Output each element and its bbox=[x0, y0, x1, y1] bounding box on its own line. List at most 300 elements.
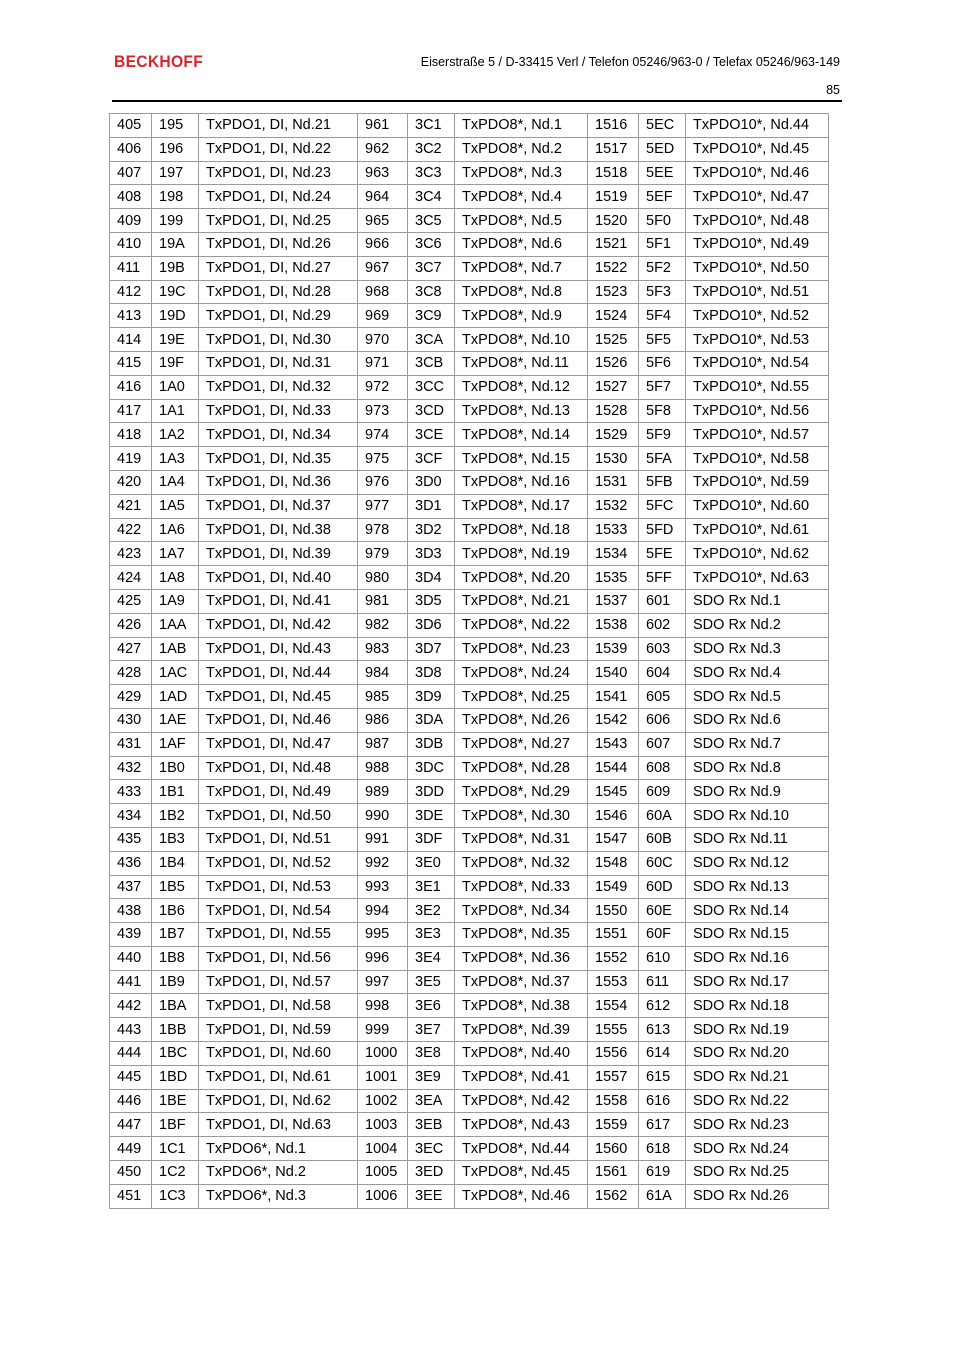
table-cell: 1004 bbox=[358, 1137, 408, 1161]
table-cell: 986 bbox=[358, 708, 408, 732]
table-cell: 196 bbox=[152, 137, 199, 161]
table-cell: 988 bbox=[358, 756, 408, 780]
table-cell: 421 bbox=[110, 494, 152, 518]
table-cell: TxPDO1, DI, Nd.21 bbox=[199, 114, 358, 138]
table-cell: 964 bbox=[358, 185, 408, 209]
table-cell: SDO Rx Nd.9 bbox=[686, 780, 829, 804]
table-cell: TxPDO10*, Nd.44 bbox=[686, 114, 829, 138]
table-row bbox=[110, 328, 829, 352]
table-cell: 3DF bbox=[408, 827, 455, 851]
table-cell: 19F bbox=[152, 351, 199, 375]
table-cell: 991 bbox=[358, 827, 408, 851]
table-cell: 3DE bbox=[408, 804, 455, 828]
table-cell: 5F8 bbox=[639, 399, 686, 423]
table-cell: 973 bbox=[358, 399, 408, 423]
table-cell: TxPDO1, DI, Nd.41 bbox=[199, 589, 358, 613]
table-cell: 987 bbox=[358, 732, 408, 756]
table-cell: TxPDO1, DI, Nd.61 bbox=[199, 1065, 358, 1089]
table-cell: 1516 bbox=[588, 114, 639, 138]
table-cell: 615 bbox=[639, 1065, 686, 1089]
table-cell: 984 bbox=[358, 661, 408, 685]
table-cell: 1006 bbox=[358, 1184, 408, 1208]
table-cell: TxPDO6*, Nd.3 bbox=[199, 1184, 358, 1208]
table-cell: 965 bbox=[358, 209, 408, 233]
table-cell: TxPDO1, DI, Nd.51 bbox=[199, 827, 358, 851]
table-cell: 5EC bbox=[639, 114, 686, 138]
table-cell: TxPDO10*, Nd.49 bbox=[686, 232, 829, 256]
table-row bbox=[110, 185, 829, 209]
table-cell: 440 bbox=[110, 946, 152, 970]
table-row bbox=[110, 685, 829, 709]
table-cell: 3C3 bbox=[408, 161, 455, 185]
table-cell: 1525 bbox=[588, 328, 639, 352]
table-cell: TxPDO10*, Nd.47 bbox=[686, 185, 829, 209]
table-cell: 977 bbox=[358, 494, 408, 518]
table-cell: 1A0 bbox=[152, 375, 199, 399]
table-cell: 195 bbox=[152, 114, 199, 138]
header-divider bbox=[112, 100, 842, 102]
table-row bbox=[110, 994, 829, 1018]
table-cell: 1524 bbox=[588, 304, 639, 328]
table-cell: 415 bbox=[110, 351, 152, 375]
table-cell: 412 bbox=[110, 280, 152, 304]
table-cell: 3D0 bbox=[408, 470, 455, 494]
table-cell: 1542 bbox=[588, 708, 639, 732]
table-cell: 3CC bbox=[408, 375, 455, 399]
table-cell: 1BD bbox=[152, 1065, 199, 1089]
table-cell: TxPDO8*, Nd.24 bbox=[455, 661, 588, 685]
table-cell: 406 bbox=[110, 137, 152, 161]
table-cell: 407 bbox=[110, 161, 152, 185]
table-cell: 1AA bbox=[152, 613, 199, 637]
table-cell: 1517 bbox=[588, 137, 639, 161]
table-cell: 610 bbox=[639, 946, 686, 970]
table-cell: TxPDO1, DI, Nd.40 bbox=[199, 566, 358, 590]
table-cell: TxPDO10*, Nd.56 bbox=[686, 399, 829, 423]
table-cell: 1B7 bbox=[152, 923, 199, 947]
object-index-table bbox=[109, 113, 829, 1209]
table-cell: 979 bbox=[358, 542, 408, 566]
table-cell: TxPDO8*, Nd.18 bbox=[455, 518, 588, 542]
table-cell: 1C2 bbox=[152, 1161, 199, 1185]
table-cell: TxPDO1, DI, Nd.42 bbox=[199, 613, 358, 637]
table-cell: SDO Rx Nd.2 bbox=[686, 613, 829, 637]
table-cell: 447 bbox=[110, 1113, 152, 1137]
table-cell: TxPDO8*, Nd.33 bbox=[455, 875, 588, 899]
table-cell: 444 bbox=[110, 1042, 152, 1066]
table-cell: 1535 bbox=[588, 566, 639, 590]
table-row bbox=[110, 1018, 829, 1042]
table-cell: 423 bbox=[110, 542, 152, 566]
table-cell: 1539 bbox=[588, 637, 639, 661]
table-cell: 1527 bbox=[588, 375, 639, 399]
table-cell: 996 bbox=[358, 946, 408, 970]
table-cell: 420 bbox=[110, 470, 152, 494]
table-cell: 3E2 bbox=[408, 899, 455, 923]
table-cell: TxPDO8*, Nd.40 bbox=[455, 1042, 588, 1066]
table-cell: SDO Rx Nd.24 bbox=[686, 1137, 829, 1161]
table-cell: 3D5 bbox=[408, 589, 455, 613]
table-cell: 1B9 bbox=[152, 970, 199, 994]
table-cell: 601 bbox=[639, 589, 686, 613]
table-cell: TxPDO8*, Nd.29 bbox=[455, 780, 588, 804]
table-cell: 60A bbox=[639, 804, 686, 828]
table-cell: TxPDO8*, Nd.15 bbox=[455, 447, 588, 471]
table-cell: TxPDO1, DI, Nd.56 bbox=[199, 946, 358, 970]
table-cell: TxPDO8*, Nd.14 bbox=[455, 423, 588, 447]
table-cell: 428 bbox=[110, 661, 152, 685]
table-cell: 1531 bbox=[588, 470, 639, 494]
table-cell: 614 bbox=[639, 1042, 686, 1066]
table-cell: TxPDO1, DI, Nd.26 bbox=[199, 232, 358, 256]
table-cell: 1549 bbox=[588, 875, 639, 899]
table-cell: TxPDO8*, Nd.41 bbox=[455, 1065, 588, 1089]
table-cell: 1BB bbox=[152, 1018, 199, 1042]
table-cell: 413 bbox=[110, 304, 152, 328]
table-cell: 1558 bbox=[588, 1089, 639, 1113]
table-row bbox=[110, 780, 829, 804]
table-cell: 3C4 bbox=[408, 185, 455, 209]
table-cell: 1521 bbox=[588, 232, 639, 256]
company-address: Eiserstraße 5 / D-33415 Verl / Telefon 05246/963-0 / Telefax 05246/963-149 bbox=[420, 55, 840, 69]
table-cell: TxPDO6*, Nd.2 bbox=[199, 1161, 358, 1185]
table-cell: 1537 bbox=[588, 589, 639, 613]
table-cell: TxPDO8*, Nd.32 bbox=[455, 851, 588, 875]
table-cell: TxPDO1, DI, Nd.53 bbox=[199, 875, 358, 899]
table-cell: 3D7 bbox=[408, 637, 455, 661]
table-cell: SDO Rx Nd.11 bbox=[686, 827, 829, 851]
table-cell: 3C8 bbox=[408, 280, 455, 304]
table-cell: 993 bbox=[358, 875, 408, 899]
table-row bbox=[110, 470, 829, 494]
table-cell: 1A5 bbox=[152, 494, 199, 518]
table-cell: TxPDO8*, Nd.28 bbox=[455, 756, 588, 780]
table-cell: 1533 bbox=[588, 518, 639, 542]
table-cell: 445 bbox=[110, 1065, 152, 1089]
table-row bbox=[110, 447, 829, 471]
table-cell: TxPDO10*, Nd.52 bbox=[686, 304, 829, 328]
table-cell: 443 bbox=[110, 1018, 152, 1042]
table-row bbox=[110, 923, 829, 947]
table-cell: TxPDO1, DI, Nd.63 bbox=[199, 1113, 358, 1137]
table-cell: TxPDO1, DI, Nd.22 bbox=[199, 137, 358, 161]
table-cell: 430 bbox=[110, 708, 152, 732]
table-cell: 962 bbox=[358, 137, 408, 161]
table-cell: 3D4 bbox=[408, 566, 455, 590]
page-number: 85 bbox=[826, 83, 840, 97]
table-cell: 611 bbox=[639, 970, 686, 994]
table-row bbox=[110, 589, 829, 613]
table-row bbox=[110, 804, 829, 828]
table-cell: 3E1 bbox=[408, 875, 455, 899]
table-cell: 1538 bbox=[588, 613, 639, 637]
table-cell: 5F5 bbox=[639, 328, 686, 352]
table-cell: 980 bbox=[358, 566, 408, 590]
table-cell: 1B4 bbox=[152, 851, 199, 875]
table-cell: 1AC bbox=[152, 661, 199, 685]
table-cell: 405 bbox=[110, 114, 152, 138]
table-cell: 3CE bbox=[408, 423, 455, 447]
table-cell: TxPDO10*, Nd.63 bbox=[686, 566, 829, 590]
table-cell: TxPDO8*, Nd.35 bbox=[455, 923, 588, 947]
table-cell: 450 bbox=[110, 1161, 152, 1185]
table-cell: 424 bbox=[110, 566, 152, 590]
table-cell: 3E4 bbox=[408, 946, 455, 970]
table-cell: TxPDO8*, Nd.27 bbox=[455, 732, 588, 756]
table-cell: TxPDO1, DI, Nd.32 bbox=[199, 375, 358, 399]
table-row bbox=[110, 899, 829, 923]
table-cell: 431 bbox=[110, 732, 152, 756]
table-cell: TxPDO1, DI, Nd.54 bbox=[199, 899, 358, 923]
table-cell: SDO Rx Nd.25 bbox=[686, 1161, 829, 1185]
table-cell: 442 bbox=[110, 994, 152, 1018]
table-cell: TxPDO10*, Nd.62 bbox=[686, 542, 829, 566]
table-cell: 1544 bbox=[588, 756, 639, 780]
table-cell: 3D2 bbox=[408, 518, 455, 542]
table-cell: 3E5 bbox=[408, 970, 455, 994]
table-cell: 1532 bbox=[588, 494, 639, 518]
table-cell: TxPDO8*, Nd.6 bbox=[455, 232, 588, 256]
table-cell: 1BE bbox=[152, 1089, 199, 1113]
table-cell: TxPDO10*, Nd.60 bbox=[686, 494, 829, 518]
table-cell: SDO Rx Nd.7 bbox=[686, 732, 829, 756]
table-cell: TxPDO1, DI, Nd.38 bbox=[199, 518, 358, 542]
table-cell: SDO Rx Nd.12 bbox=[686, 851, 829, 875]
table-cell: TxPDO10*, Nd.55 bbox=[686, 375, 829, 399]
table-cell: 1540 bbox=[588, 661, 639, 685]
table-cell: TxPDO8*, Nd.4 bbox=[455, 185, 588, 209]
table-cell: 604 bbox=[639, 661, 686, 685]
table-cell: 3C2 bbox=[408, 137, 455, 161]
table-cell: 5F6 bbox=[639, 351, 686, 375]
table-cell: 3EB bbox=[408, 1113, 455, 1137]
table-cell: 197 bbox=[152, 161, 199, 185]
table-cell: 971 bbox=[358, 351, 408, 375]
table-cell: 1A7 bbox=[152, 542, 199, 566]
table-cell: 1553 bbox=[588, 970, 639, 994]
table-row bbox=[110, 708, 829, 732]
table-cell: 3DD bbox=[408, 780, 455, 804]
table-cell: 968 bbox=[358, 280, 408, 304]
table-cell: 3C5 bbox=[408, 209, 455, 233]
table-cell: 1A2 bbox=[152, 423, 199, 447]
table-cell: TxPDO8*, Nd.22 bbox=[455, 613, 588, 637]
table-cell: 1C3 bbox=[152, 1184, 199, 1208]
table-cell: 3DB bbox=[408, 732, 455, 756]
table-cell: 967 bbox=[358, 256, 408, 280]
table-cell: 607 bbox=[639, 732, 686, 756]
table-cell: 1B6 bbox=[152, 899, 199, 923]
table-cell: 1B2 bbox=[152, 804, 199, 828]
table-cell: TxPDO1, DI, Nd.29 bbox=[199, 304, 358, 328]
table-cell: TxPDO10*, Nd.48 bbox=[686, 209, 829, 233]
table-cell: 3C9 bbox=[408, 304, 455, 328]
table-cell: 605 bbox=[639, 685, 686, 709]
table-cell: 989 bbox=[358, 780, 408, 804]
table-row bbox=[110, 946, 829, 970]
table-cell: TxPDO8*, Nd.36 bbox=[455, 946, 588, 970]
table-cell: TxPDO6*, Nd.1 bbox=[199, 1137, 358, 1161]
table-cell: 1BF bbox=[152, 1113, 199, 1137]
table-cell: 1541 bbox=[588, 685, 639, 709]
table-row bbox=[110, 661, 829, 685]
table-cell: 434 bbox=[110, 804, 152, 828]
table-cell: TxPDO1, DI, Nd.37 bbox=[199, 494, 358, 518]
table-cell: 969 bbox=[358, 304, 408, 328]
table-cell: 422 bbox=[110, 518, 152, 542]
table-cell: 5F7 bbox=[639, 375, 686, 399]
table-cell: TxPDO8*, Nd.19 bbox=[455, 542, 588, 566]
table-cell: TxPDO1, DI, Nd.55 bbox=[199, 923, 358, 947]
table-cell: 439 bbox=[110, 923, 152, 947]
table-cell: 619 bbox=[639, 1161, 686, 1185]
table-cell: 433 bbox=[110, 780, 152, 804]
table-cell: 411 bbox=[110, 256, 152, 280]
table-cell: TxPDO10*, Nd.51 bbox=[686, 280, 829, 304]
table-cell: TxPDO1, DI, Nd.48 bbox=[199, 756, 358, 780]
table-cell: 5F0 bbox=[639, 209, 686, 233]
table-cell: 1C1 bbox=[152, 1137, 199, 1161]
table-row bbox=[110, 637, 829, 661]
table-cell: 1AB bbox=[152, 637, 199, 661]
table-cell: 3C6 bbox=[408, 232, 455, 256]
table-cell: 410 bbox=[110, 232, 152, 256]
table-cell: SDO Rx Nd.21 bbox=[686, 1065, 829, 1089]
table-cell: TxPDO8*, Nd.39 bbox=[455, 1018, 588, 1042]
table-cell: TxPDO10*, Nd.50 bbox=[686, 256, 829, 280]
table-row bbox=[110, 232, 829, 256]
table-cell: TxPDO1, DI, Nd.49 bbox=[199, 780, 358, 804]
table-cell: 970 bbox=[358, 328, 408, 352]
table-cell: 5FD bbox=[639, 518, 686, 542]
table-cell: TxPDO8*, Nd.12 bbox=[455, 375, 588, 399]
table-cell: TxPDO1, DI, Nd.28 bbox=[199, 280, 358, 304]
table-cell: TxPDO1, DI, Nd.23 bbox=[199, 161, 358, 185]
table-cell: 3E0 bbox=[408, 851, 455, 875]
table-cell: 3E6 bbox=[408, 994, 455, 1018]
table-cell: 618 bbox=[639, 1137, 686, 1161]
table-cell: 1556 bbox=[588, 1042, 639, 1066]
table-cell: SDO Rx Nd.26 bbox=[686, 1184, 829, 1208]
table-cell: 3CD bbox=[408, 399, 455, 423]
table-cell: 1519 bbox=[588, 185, 639, 209]
table-cell: TxPDO1, DI, Nd.30 bbox=[199, 328, 358, 352]
table-cell: 613 bbox=[639, 1018, 686, 1042]
table-cell: 617 bbox=[639, 1113, 686, 1137]
table-cell: 609 bbox=[639, 780, 686, 804]
table-cell: 61A bbox=[639, 1184, 686, 1208]
table-cell: SDO Rx Nd.16 bbox=[686, 946, 829, 970]
table-cell: 1559 bbox=[588, 1113, 639, 1137]
table-cell: 19D bbox=[152, 304, 199, 328]
table-cell: 198 bbox=[152, 185, 199, 209]
table-cell: 1A1 bbox=[152, 399, 199, 423]
table-cell: 1000 bbox=[358, 1042, 408, 1066]
table-row bbox=[110, 209, 829, 233]
table-cell: 5FC bbox=[639, 494, 686, 518]
table-cell: TxPDO1, DI, Nd.57 bbox=[199, 970, 358, 994]
table-cell: 446 bbox=[110, 1089, 152, 1113]
table-cell: 1547 bbox=[588, 827, 639, 851]
table-cell: 3ED bbox=[408, 1161, 455, 1185]
table-cell: 5F3 bbox=[639, 280, 686, 304]
table-cell: 616 bbox=[639, 1089, 686, 1113]
table-cell: TxPDO8*, Nd.43 bbox=[455, 1113, 588, 1137]
table-cell: 1562 bbox=[588, 1184, 639, 1208]
table-cell: SDO Rx Nd.13 bbox=[686, 875, 829, 899]
table-cell: 1B0 bbox=[152, 756, 199, 780]
table-cell: 997 bbox=[358, 970, 408, 994]
table-cell: 3D1 bbox=[408, 494, 455, 518]
table-row bbox=[110, 423, 829, 447]
table-cell: TxPDO8*, Nd.23 bbox=[455, 637, 588, 661]
table-cell: 999 bbox=[358, 1018, 408, 1042]
table-row bbox=[110, 1137, 829, 1161]
table-cell: TxPDO10*, Nd.46 bbox=[686, 161, 829, 185]
table-row bbox=[110, 114, 829, 138]
table-cell: SDO Rx Nd.3 bbox=[686, 637, 829, 661]
table-cell: TxPDO8*, Nd.17 bbox=[455, 494, 588, 518]
table-cell: 961 bbox=[358, 114, 408, 138]
table-cell: SDO Rx Nd.17 bbox=[686, 970, 829, 994]
table-cell: 998 bbox=[358, 994, 408, 1018]
table-row bbox=[110, 827, 829, 851]
table-cell: TxPDO8*, Nd.16 bbox=[455, 470, 588, 494]
table-row bbox=[110, 518, 829, 542]
table-cell: TxPDO8*, Nd.42 bbox=[455, 1089, 588, 1113]
table-cell: TxPDO8*, Nd.8 bbox=[455, 280, 588, 304]
table-cell: 1534 bbox=[588, 542, 639, 566]
brand-logo: BECKHOFF bbox=[114, 52, 204, 71]
table-cell: TxPDO8*, Nd.1 bbox=[455, 114, 588, 138]
table-row bbox=[110, 280, 829, 304]
table-cell: SDO Rx Nd.15 bbox=[686, 923, 829, 947]
table-cell: 451 bbox=[110, 1184, 152, 1208]
table-cell: TxPDO8*, Nd.11 bbox=[455, 351, 588, 375]
table-cell: 1A4 bbox=[152, 470, 199, 494]
table-row bbox=[110, 161, 829, 185]
table-cell: TxPDO1, DI, Nd.58 bbox=[199, 994, 358, 1018]
table-cell: TxPDO10*, Nd.53 bbox=[686, 328, 829, 352]
table-cell: TxPDO1, DI, Nd.43 bbox=[199, 637, 358, 661]
table-cell: 5FF bbox=[639, 566, 686, 590]
table-cell: 1B8 bbox=[152, 946, 199, 970]
table-row bbox=[110, 851, 829, 875]
table-cell: TxPDO1, DI, Nd.59 bbox=[199, 1018, 358, 1042]
table-cell: 963 bbox=[358, 161, 408, 185]
table-cell: 1550 bbox=[588, 899, 639, 923]
table-cell: 1003 bbox=[358, 1113, 408, 1137]
table-cell: 3C1 bbox=[408, 114, 455, 138]
table-cell: TxPDO8*, Nd.34 bbox=[455, 899, 588, 923]
table-cell: TxPDO1, DI, Nd.45 bbox=[199, 685, 358, 709]
table-cell: TxPDO8*, Nd.5 bbox=[455, 209, 588, 233]
table-cell: SDO Rx Nd.5 bbox=[686, 685, 829, 709]
table-row bbox=[110, 732, 829, 756]
table-cell: 429 bbox=[110, 685, 152, 709]
table-cell: TxPDO8*, Nd.20 bbox=[455, 566, 588, 590]
table-cell: SDO Rx Nd.22 bbox=[686, 1089, 829, 1113]
table-cell: 976 bbox=[358, 470, 408, 494]
table-cell: 419 bbox=[110, 447, 152, 471]
table-cell: TxPDO1, DI, Nd.24 bbox=[199, 185, 358, 209]
table-cell: 5ED bbox=[639, 137, 686, 161]
table-cell: 1B1 bbox=[152, 780, 199, 804]
table-cell: 426 bbox=[110, 613, 152, 637]
table-row bbox=[110, 1184, 829, 1208]
table-cell: 19E bbox=[152, 328, 199, 352]
table-cell: 1522 bbox=[588, 256, 639, 280]
